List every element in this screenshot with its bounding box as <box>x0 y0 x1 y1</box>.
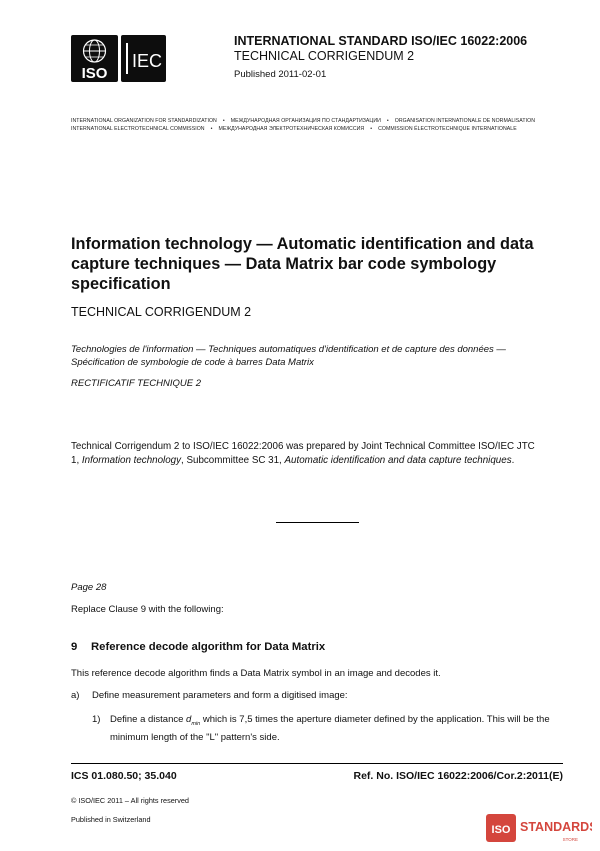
list-item-a <box>71 690 348 701</box>
dmin-subscript: min <box>191 720 201 727</box>
ics-codes: ICS 01.080.50; 35.040 <box>71 770 177 782</box>
standard-title: INTERNATIONAL STANDARD ISO/IEC 16022:2006 <box>234 34 528 48</box>
list-item-a-label: a) <box>71 690 80 701</box>
org-iec-fr: COMMISSION ÉLECTROTECHNIQUE INTERNATIONALE <box>378 126 517 132</box>
tc-heading: TECHNICAL CORRIGENDUM 2 <box>71 305 252 319</box>
footer-divider <box>71 763 563 764</box>
iec-logo-text: IEC <box>131 51 163 71</box>
dmin-letter: d <box>186 714 192 725</box>
iso-logo-text: ISO <box>81 65 108 82</box>
french-tc-heading: RECTIFICATIF TECHNIQUE 2 <box>71 378 202 389</box>
org-iec-en: INTERNATIONAL ELECTROTECHNICAL COMMISSION <box>71 126 205 132</box>
reference-number: Ref. No. ISO/IEC 16022:2006/Cor.2:2011(E) <box>353 770 563 782</box>
prep-committee-name: Information technology <box>81 455 182 466</box>
org-separator: • <box>210 126 213 132</box>
orgs-row-2 <box>71 126 517 132</box>
org-separator: • <box>386 118 389 124</box>
org-iso-fr: ORGANISATION INTERNATIONALE DE NORMALISATION <box>394 118 536 124</box>
replace-instruction: Replace Clause 9 with the following: <box>71 604 224 615</box>
orgs-row-1 <box>71 118 535 124</box>
item-1-post: which is 7,5 times the aperture diameter defined by the application. This will be the minimum length of the "L" pattern's side. <box>110 714 550 743</box>
clause-title: Reference decode algorithm for Data Matrix <box>91 641 326 653</box>
prep-text-1: Technical Corrigendum 2 to ISO/IEC 16022:2006 was prepared by Joint Technical Committee ISO/IEC JTC 1, <box>71 441 535 466</box>
french-title <box>71 343 551 369</box>
copyright-notice: © ISO/IEC 2011 – All rights reserved <box>71 796 189 805</box>
org-iso-ru: МЕЖДУНАРОДНАЯ ОРГАНИЗАЦИЯ ПО СТАНДАРТИЗАЦИИ <box>230 118 381 124</box>
list-item-1 <box>92 713 562 745</box>
org-separator: • <box>370 126 373 132</box>
section-divider <box>276 522 359 523</box>
french-title-line-2: Spécification de symbologie de code à barres Data Matrix <box>71 357 314 368</box>
org-separator: • <box>222 118 225 124</box>
prep-text-2: , Subcommittee SC 31, <box>181 455 285 466</box>
corrigendum-label: TECHNICAL CORRIGENDUM 2 <box>234 49 415 63</box>
store-iso-text: ISO <box>491 824 511 836</box>
preparation-paragraph <box>71 440 541 468</box>
iec-logo <box>121 35 166 82</box>
dmin-variable <box>186 714 200 725</box>
item-1-pre: Define a distance <box>110 714 187 725</box>
prep-text-3: . <box>511 455 515 466</box>
org-iso-en: INTERNATIONAL ORGANIZATION FOR STANDARDIZATION <box>71 118 217 124</box>
store-sub-text: STORE <box>562 837 578 842</box>
page-reference: Page 28 <box>71 582 107 593</box>
list-item-a-text: Define measurement parameters and form a digitised image: <box>92 690 348 701</box>
document-title: Information technology — Automatic identification and data capture techniques — Data Matrix bar code symbology specification <box>71 235 534 293</box>
iso-logo <box>71 35 118 82</box>
published-in: Published in Switzerland <box>71 815 151 824</box>
prep-subcommittee-name: Automatic identification and data capture techniques <box>284 455 512 466</box>
published-date: Published 2011-02-01 <box>234 69 327 80</box>
clause-heading <box>71 641 325 653</box>
french-title-line-1: Technologies de l'information — Techniques automatiques d'identification et de capture des données — <box>71 344 506 355</box>
store-standards-text: STANDARDS <box>520 820 592 834</box>
list-item-1-text <box>110 713 562 745</box>
clause-intro: This reference decode algorithm finds a Data Matrix symbol in an image and decodes it. <box>71 668 441 679</box>
org-iec-ru: МЕЖДУНАРОДНАЯ ЭЛЕКТРОТЕХНИЧЕСКАЯ КОМИССИЯ <box>218 126 365 132</box>
clause-number: 9 <box>71 641 78 653</box>
list-item-1-label: 1) <box>92 714 101 725</box>
iso-standards-store-logo[interactable] <box>486 812 592 846</box>
